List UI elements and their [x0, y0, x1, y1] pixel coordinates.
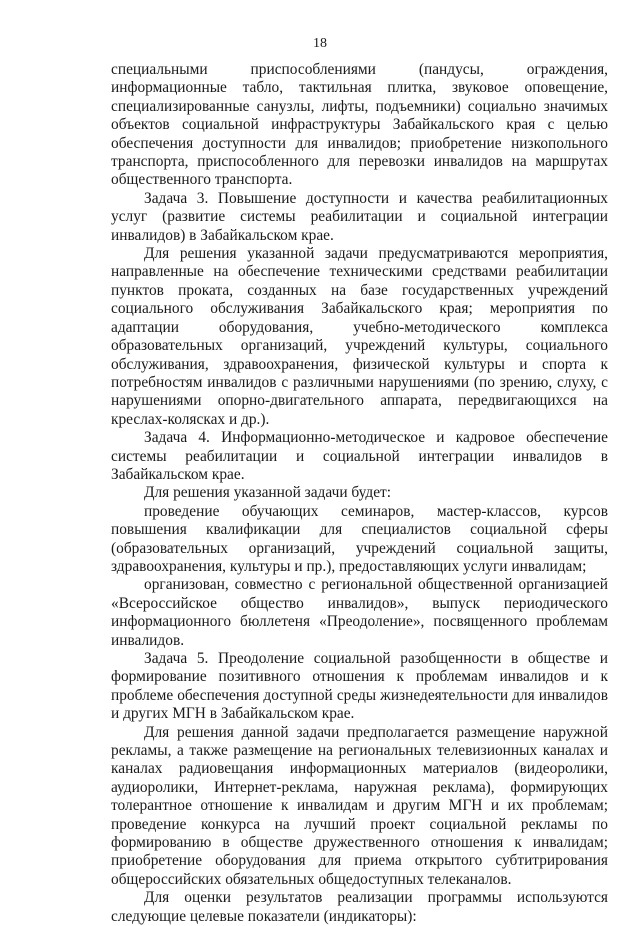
document-body [111, 61, 608, 926]
paragraph-task-4-bulletin: организован, совместно с региональной общественной организацией «Всероссийское общество инвалидов», выпуск периодического информационного бюллетеня «Преодоление», посвященного проблемам инвалидов. [111, 576, 608, 649]
paragraph-task-5-measures: Для решения данной задачи предполагается размещение наружной рекламы, а также размещение на региональных телевизионных каналах и каналах радиовещания информационных материалов (видеоролики, аудиоролики, Интернет-реклама, наружная реклама), формирующих толерантное отношение к инвалидам и другим МГН и их проблемам; проведение конкурса на лучший проект социальной рекламы по формированию в обществе дружественного отношения к инвалидам; приобретение оборудования для приема открытого субтитрирования общероссийских обязательных общедоступных телеканалов. [111, 723, 608, 888]
paragraph-task-4: Задача 4. Информационно-методическое и кадровое обеспечение системы реабилитации и социальной интеграции инвалидов в Забайкальском крае. [111, 429, 608, 483]
paragraph-task-3-measures: Для решения указанной задачи предусматриваются мероприятия, направленные на обеспечение техническими средствами реабилитации пунктов проката, созданных на базе государственных учреждений социального обслуживания Забайкальского края; мероприятия по адаптации оборудования, учебно-методического комплекса образовательных организаций, учреждений культуры, социального обслуживания, здравоохранения, физической культуры и спорта к потребностям инвалидов с различными нарушениями (по зрению, слуху, с нарушениями опорно-двигательного аппарата, передвигающихся на креслах-колясках и др.). [111, 245, 608, 428]
page-number: 18 [313, 36, 327, 51]
paragraph-task-4-intro: Для решения указанной задачи будет: [144, 484, 392, 502]
paragraph-continuation: специальными приспособлениями (пандусы, ограждения, информационные табло, тактильная плитка, звуковое оповещение, специализированные санузлы, лифты, подъемники) социально значимых объектов социальной инфраструктуры Забайкальского края с целью обеспечения доступности для инвалидов; приобретение низкопольного транспорта, приспособленного для перевозки инвалидов на маршрутах общественного транспорта. [111, 61, 608, 189]
paragraph-task-4-seminars: проведение обучающих семинаров, мастер-классов, курсов повышения квалификации для специалистов социальной сферы (образовательных организаций, учреждений социальной защиты, здравоохранения, культуры и пр.), предоставляющих услуги инвалидам; [111, 502, 608, 575]
paragraph-task-5: Задача 5. Преодоление социальной разобщенности в обществе и формирование позитивного отношения к проблемам инвалидов и к проблеме обеспечения доступной среды жизнедеятельности для инвалидов и других МГН в Забайкальском крае. [111, 650, 608, 723]
paragraph-indicators: Для оценки результатов реализации программы используются следующие целевые показатели (индикаторы): [111, 889, 608, 925]
paragraph-task-3: Задача 3. Повышение доступности и качества реабилитационных услуг (развитие системы реабилитации и социальной интеграции инвалидов) в Забайкальском крае. [111, 189, 608, 244]
